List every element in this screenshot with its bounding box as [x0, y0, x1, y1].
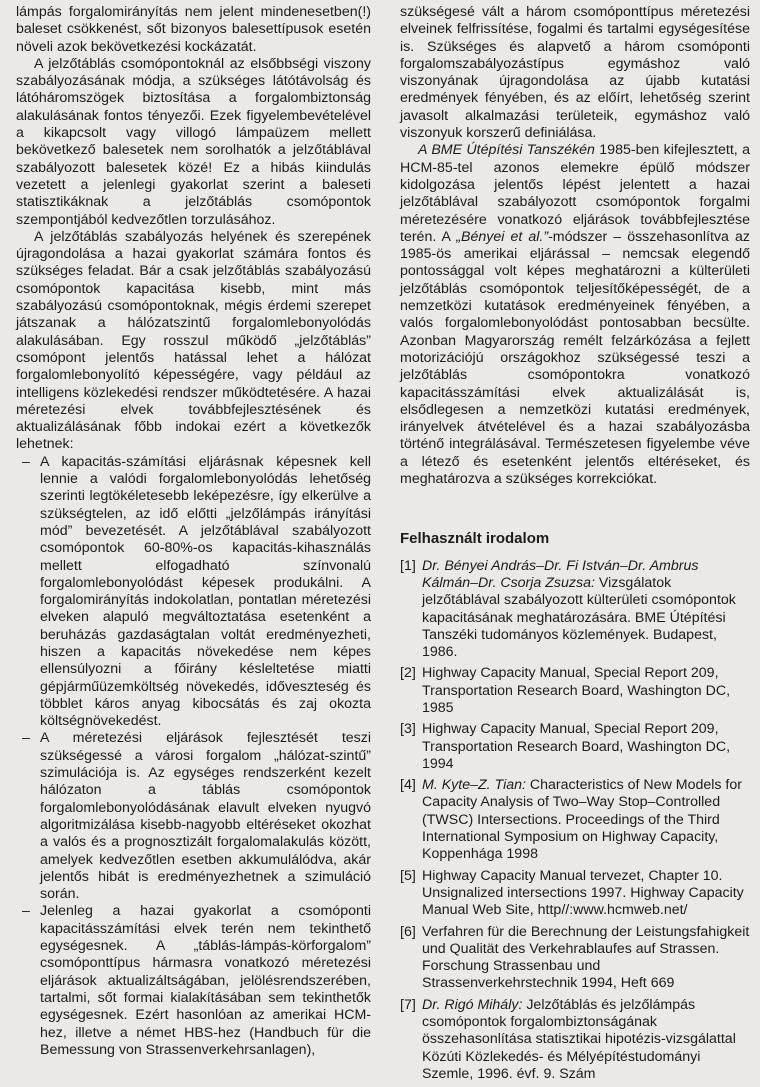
list-item: – Jelenleg a hazai gyakorlat a csomóponti kapacitásszámítási elvek terén nem tekinthető egységesnek. A „táblás-lámpás-körforgalom” csomóponttípus hármasra vonatkozó méretezési eljárások aktualizáltságában, jelölésrendszerében, tartalmi, sőt formai kialakításában sem tekinthetők egységesnek. Ezért hasonlóan az amerikai HCM-hez, illetve a német HBS-hez (Handbuch für die Bemessung von Strassenverkehrsanlagen),: [16, 903, 371, 1059]
italic-text: A BME Útépítési Tanszékén: [418, 142, 595, 159]
reference-number: [1]: [400, 557, 416, 574]
paragraph: [400, 142, 750, 488]
reference-number: [5]: [400, 867, 416, 884]
reference-text: Highway Capacity Manual tervezet, Chapter 10. Unsignalized intersections 1997. Highway Capacity Manual Web Site, http//:www.hcmweb.net/: [422, 867, 744, 919]
reference-item: [400, 665, 750, 717]
paragraph: szükségesé vált a három csomóponttípus méretezési elveinek felfrissítése, fogalmi és tartalmi egységesítése is. Szükséges és alapvető a három csomóponti forgalomszabályozástípus egymáshoz való viszonyának újragondolása az újabb kutatási eredmények fényében, és az előírt, lehetőség szerint javasolt alkalmazási területeik, egymáshoz való viszonyuk korszerű definiálása.: [400, 4, 750, 142]
reference-item: [400, 558, 750, 662]
right-column: [400, 4, 750, 1087]
reference-number: [2]: [400, 665, 416, 682]
reference-authors: M. Kyte–Z. Tian:: [422, 777, 526, 794]
reference-number: [6]: [400, 923, 416, 940]
reference-item: [400, 997, 750, 1083]
reference-text: Jelzőtáblás és jelzőlámpás csomópontok forgalombiztonságának összehasonlítása statisztikai hipotézis-vizsgálattal Közúti Közlekedés- és Mélyépítéstudományi Szemle, 1996. évf. 9. Szám: [422, 996, 736, 1082]
reference-item: [400, 868, 750, 920]
reference-number: [3]: [400, 721, 416, 738]
dash-list: [16, 454, 371, 1059]
reference-authors: Dr. Rigó Mihály:: [422, 996, 523, 1013]
references-heading: Felhasznált irodalom: [400, 530, 550, 548]
italic-text: „Bényei et al.”: [456, 228, 549, 245]
left-column: [16, 4, 371, 1059]
reference-text: Highway Capacity Manual, Special Report 209, Transportation Research Board, Washington DC, 1985: [422, 665, 731, 716]
list-item: – A kapacitás-számítási eljárásnak képesnek kell lennie a valódi forgalomlebonyolódás lehetőség szerinti legtökéletesebb leképezésre, így elkerülve a szükségtelen, az idő előtti „jelzőlámpás irányítási mód” bevezetését. A jelzőtáblával szabályozott csomópontok 60-80%-os kapacitás-kihasználás mellett elfogadható színvonalú forgalomlebonyolódást képesek produkálni. A forgalomirányítás indokolatlan, pontatlan méretezési elveken alapuló megváltoztatása esetenként a beruházás gazdaságtalan voltát eredményezheti, hiszen a kapacitás növekedése nem képes ellensúlyozni a főirány késleltetése miatti gépjárműüzemköltség növekedés, időveszteség és többlet káros anyag kibocsátás és zaj okozta költségnövekedést.: [16, 454, 371, 731]
paragraph: A jelzőtáblás csomópontoknál az elsőbbségi viszony szabályozásának módja, a szükséges látótávolság és látóháromszögek biztosítása a forgalombiztonság alakulásának fontos tényezői. Ezek figyelembevételével a kikapcsolt vagy villogó lámpaüzem mellett bekövetkező balesetek nem sorolhatók a jelzőtáblával szabályozott balesetek közé! Ez a hibás kiindulás vezetett a jelenlegi gyakorlat szerint a baleseti statisztikáknak a jelzőtáblás csomópontok szempontjából kedvezőtlen torzulásához.: [16, 55, 371, 228]
reference-item: [400, 924, 750, 993]
reference-text: Vizsgálatok jelzőtáblával szabályozott külterületi csomópontok kapacitásának meghatározására. BME Útépítési Tanszéki tudományos közlemények. Budapest, 1986.: [422, 574, 736, 661]
reference-authors: Dr. Bényei András–Dr. Fi István–Dr. Ambrus Kálmán–Dr. Csorja Zsuzsa:: [422, 557, 699, 591]
reference-text: Highway Capacity Manual, Special Report 209, Transportation Research Board, Washington DC, 1994: [422, 721, 731, 772]
text-span: 1985-ben kifejlesztett, a HCM-85-tel azonos elemekre épülő módszer kidolgozása jelentős lépést jelentett a hazai jelzőtáblával szabályozott csomópontok forgalmi méretezésére vonatkozó eljárások továbbfejlesztése terén. A: [400, 142, 751, 245]
reference-text: Characteristics of New Models for Capacity Analysis of Two–Way Stop–Controlled (TWSC) Intersections. Proceedings of the Third International Symposium on Highway Capacity, Koppenhága 1998: [422, 777, 742, 863]
paragraph: A jelzőtáblás szabályozás helyének és szerepének újragondolása a hazai gyakorlat számára fontos és szükséges feladat. Bár a csak jelzőtáblás szabályozású csomópontok kapacitása kisebb, mint más szabályozású csomópontoknak, mégis érdemi szerepet játszanak a hálózatszintű forgalomlebonyolódás alakulásában. Egy rosszul működő „jelzőtáblás” csomópont jelentős hatással lehet a hálózat forgalomlebonyolító képességére, vagy például az intelligens közlekedési rendszer működtetésére. A hazai méretezési elvek továbbfejlesztésének és aktualizálásának főbb indokai ezért a következők lehetnek:: [16, 228, 371, 453]
list-item: – A méretezési eljárások fejlesztését teszi szükségessé a városi forgalom „hálózat-szintű” szimulációja is. Az egységes rendszerként kezelt hálózaton a táblás csomópontok forgalomlebonyolódásának elavult elveken nyugvó algoritmizálása kisebb-nagyobb eltéréseket okozhat a valós és a prognosztizált forgalomalakulás között, amelyek kedvezőtlen esetben akkumulálódva, akár jelentős hibát is eredményezhetnek a szimuláció során.: [16, 730, 371, 903]
reference-text: Verfahren für die Berechnung der Leistungsfahigkeit und Qualität des Verkehrablaufes auf Strassen. Forschung Strassenbau und Strassenverkehrstechnik 1994, Heft 669: [422, 923, 750, 992]
reference-number: [7]: [400, 996, 416, 1013]
text-span: -módszer – összehasonlítva az 1985-ös amerikai eljárással – nemcsak elegendő pontossággal volt képes meghatározni a külterületi jelzőtáblás csomópontok teljesítőképességét, de a nemzetközi kutatások eredményeinek fényében, a valós forgalomlebonyolódást pontosabban becsülte. Azonban Magyarország remélt felzárkózása a fejlett motorizációjú országokhoz szükségessé teszi a jelzőtáblás csomópontokra vonatkozó kapacitásszámítási elvek aktualizálását is, elsődlegesen a nemzetközi kutatási eredmények, irányelvek átvételével és a hazai szabályozásba történő integrálásával. Természetesen figyelembe véve a létező és esetenként jelentős eltéréseket, és meghatározva a szükséges korrekciókat.: [400, 228, 750, 488]
reference-list: [400, 558, 750, 1084]
reference-number: [4]: [400, 777, 416, 794]
paragraph: lámpás forgalomirányítás nem jelent mindenesetben(!) baleset csökkenést, sőt bizonyos balesettípusok esetén növeli azok bekövetkezési kockázatát.: [16, 4, 371, 55]
reference-item: [400, 777, 750, 863]
reference-item: [400, 721, 750, 773]
